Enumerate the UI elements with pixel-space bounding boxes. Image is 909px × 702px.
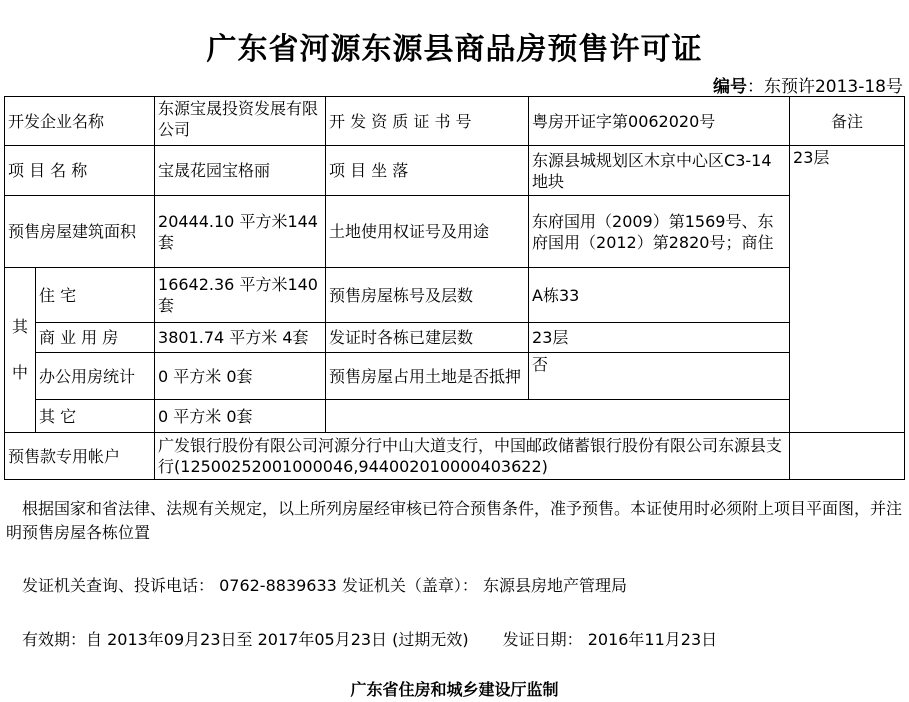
developer-value: 东源宝晟投资发展有限公司 [155,97,326,146]
table-row [5,146,905,196]
office-value: 0 平方米 0套 [155,353,326,400]
table-row [5,196,905,268]
office-label: 办公用房统计 [36,353,155,400]
residential-label: 住 宅 [36,268,155,323]
issue-date: 发证日期： 2016年11月23日 [502,630,718,649]
table-row [5,97,905,146]
table-row [5,268,905,323]
project-name-label: 项 目 名 称 [5,146,155,196]
building-floors-label: 预售房屋栋号及层数 [326,268,529,323]
other-value: 0 平方米 0套 [155,400,326,433]
permit-table [4,96,905,480]
land-cert-label: 土地使用权证号及用途 [326,196,529,268]
building-floors-value: A栋33 [529,268,790,323]
mortgage-label: 预售房屋占用土地是否抵押 [326,353,529,400]
remark-value: 23层 [790,146,905,433]
certificate-number-separator: ： [746,77,764,97]
table-row [5,323,905,353]
developer-label: 开发企业名称 [5,97,155,146]
certificate-number-value: 东预许2013-18号 [763,77,903,97]
empty-cell [326,400,790,433]
remark-label: 备注 [790,97,905,146]
supervisor-footer: 广东省住房和城乡建设厅监制 [350,680,559,699]
contact-line: 发证机关查询、投诉电话： 0762-8839633 发证机关（盖章）： 东源县房地产管理局 [22,576,628,595]
escrow-account-value: 广发银行股份有限公司河源分行中山大道支行，中国邮政储蓄银行股份有限公司东源县支行(12500252001000046,944002010000403622) [155,433,790,480]
other-label: 其 它 [36,400,155,433]
built-floors-label: 发证时各栋已建层数 [326,323,529,353]
project-location-value: 东源县城规划区木京中心区C3-14地块 [529,146,790,196]
certificate-title: 广东省河源东源县商品房预售许可证 [206,32,703,67]
of-which-text: 其 中 [11,317,28,382]
empty-cell [790,433,905,480]
land-cert-value: 东府国用（2009）第1569号、东府国用（2012）第2820号；商住 [529,196,790,268]
project-location-label: 项 目 坐 落 [326,146,529,196]
table-row [5,353,905,400]
residential-value: 16642.36 平方米140套 [155,268,326,323]
built-floors-value: 23层 [529,323,790,353]
presale-area-label: 预售房屋建筑面积 [5,196,155,268]
commercial-value: 3801.74 平方米 4套 [155,323,326,353]
table-row [5,400,905,433]
table-row [5,433,905,480]
mortgage-value: 否 [529,353,790,400]
qualification-value: 粤房开证字第0062020号 [529,97,790,146]
project-name-value: 宝晟花园宝格丽 [155,146,326,196]
certificate-number [713,72,903,97]
commercial-label: 商 业 用 房 [36,323,155,353]
qualification-label: 开 发 资 质 证 书 号 [326,97,529,146]
validity-line [22,628,717,652]
validity-period: 有效期：自 2013年09月23日至 2017年05月23日 (过期无效) [22,630,469,649]
of-which-label [5,268,36,433]
certificate-number-label: 编号 [712,77,747,97]
approval-statement: 根据国家和省法律、法规有关规定，以上所列房屋经审核已符合预售条件，准予预售。本证使用时必须附上项目平面图，并注明预售房屋各栋位置 [6,499,903,542]
presale-area-value: 20444.10 平方米144套 [155,196,326,268]
escrow-account-label: 预售款专用帐户 [5,433,155,480]
